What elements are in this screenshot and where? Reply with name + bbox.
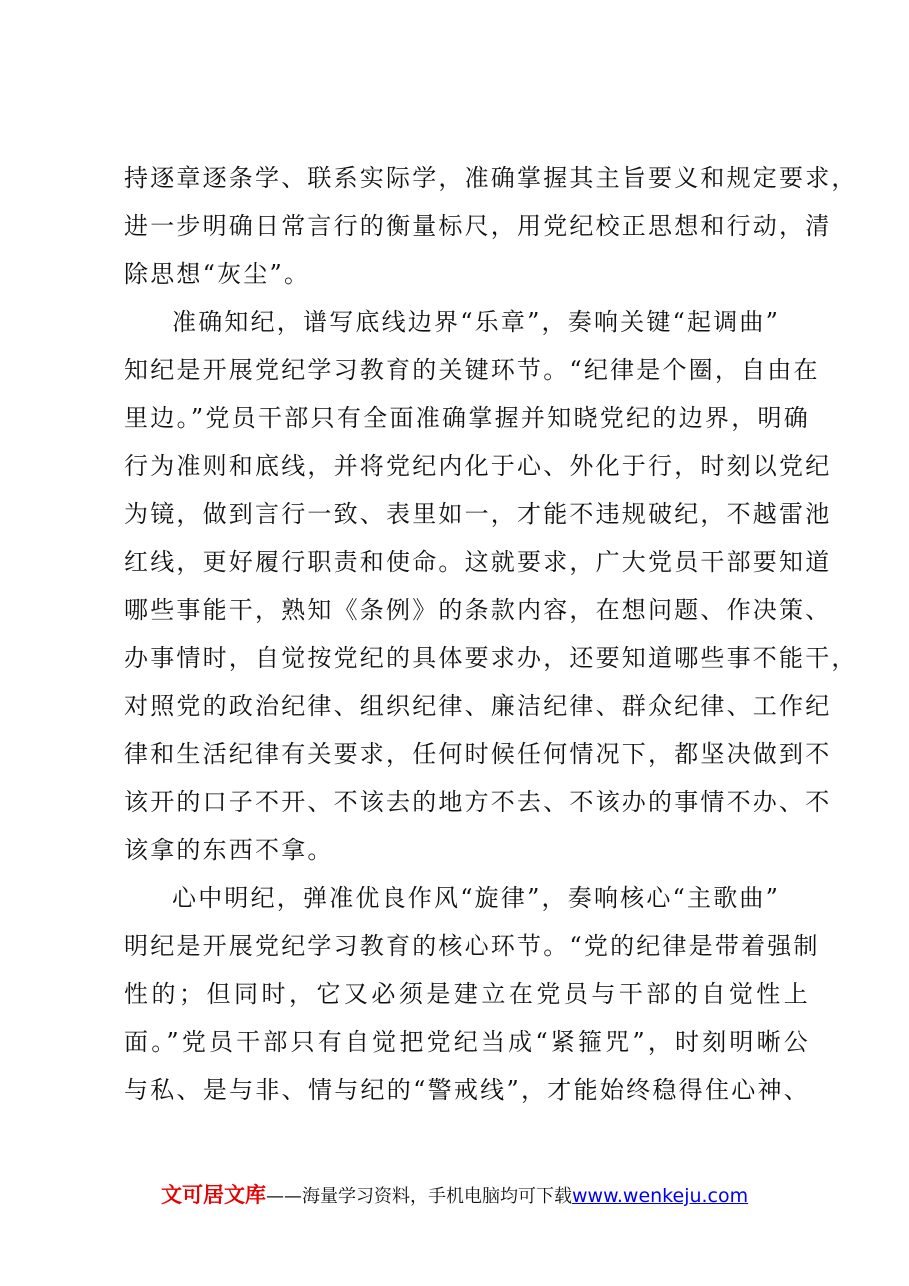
text-line: 办事情时，自觉按党纪的具体要求办，还要知道哪些事不能干， bbox=[124, 644, 858, 672]
text-line: 明纪是开展党纪学习教育的核心环节。“党的纪律是带着强制 bbox=[124, 932, 820, 960]
text-line: 知纪是开展党纪学习教育的关键环节。“纪律是个圈，自由在 bbox=[124, 356, 820, 384]
text-line: 为镜，做到言行一致、表里如一，才能不违规破纪，不越雷池 bbox=[124, 500, 832, 528]
text-line: 与私、是与非、情与纪的“警戒线”，才能始终稳得住心神、 bbox=[124, 1076, 810, 1104]
text-line: 持逐章逐条学、联系实际学，准确掌握其主旨要义和规定要求， bbox=[124, 164, 858, 192]
page-footer bbox=[161, 1180, 748, 1210]
text-line: 面。”党员干部只有自觉把党纪当成“紧箍咒”，时刻明晰公 bbox=[124, 1028, 810, 1056]
footer-tagline: ——海量学习资料，手机电脑均可下载 bbox=[266, 1186, 572, 1207]
text-line: 行为准则和底线，并将党纪内化于心、外化于行，时刻以党纪 bbox=[124, 452, 832, 480]
text-line: 进一步明确日常言行的衡量标尺，用党纪校正思想和行动，清 bbox=[124, 212, 832, 240]
section-heading: 准确知纪，谱写底线边界“乐章”，奏响关键“起调曲” bbox=[172, 308, 781, 336]
text-line: 性的；但同时，它又必须是建立在党员与干部的自觉性上 bbox=[124, 980, 810, 1008]
text-line: 律和生活纪律有关要求，任何时候任何情况下，都坚决做到不 bbox=[124, 740, 832, 768]
section-heading: 心中明纪，弹准优良作风“旋律”，奏响核心“主歌曲” bbox=[172, 884, 781, 912]
text-line: 对照党的政治纪律、组织纪律、廉洁纪律、群众纪律、工作纪 bbox=[124, 692, 832, 720]
footer-brand: 文可居文库 bbox=[161, 1183, 266, 1207]
footer-website-link[interactable]: www.wenkeju.com bbox=[572, 1185, 749, 1207]
text-line: 除思想“灰尘”。 bbox=[124, 260, 311, 288]
text-line: 红线，更好履行职责和使命。这就要求，广大党员干部要知道 bbox=[124, 548, 832, 576]
text-line: 里边。”党员干部只有全面准确掌握并知晓党纪的边界，明确 bbox=[124, 404, 810, 432]
text-line: 该拿的东西不拿。 bbox=[124, 836, 334, 864]
text-line: 哪些事能干，熟知《条例》的条款内容，在想问题、作决策、 bbox=[124, 596, 832, 624]
text-line: 该开的口子不开、不该去的地方不去、不该办的事情不办、不 bbox=[124, 788, 832, 816]
